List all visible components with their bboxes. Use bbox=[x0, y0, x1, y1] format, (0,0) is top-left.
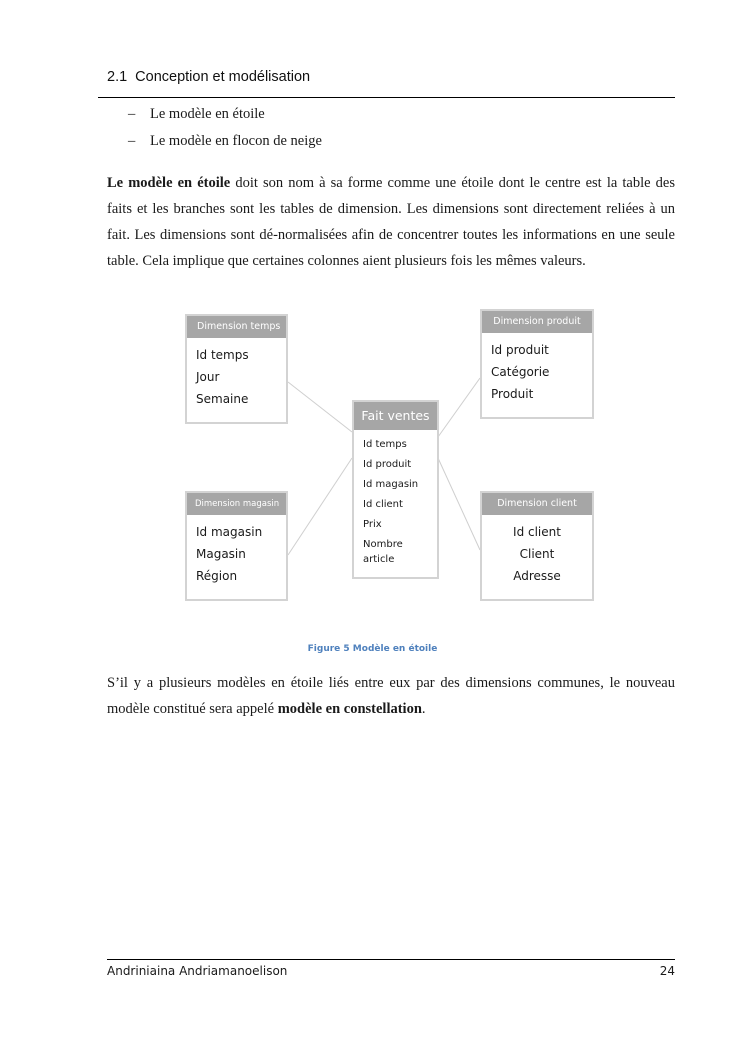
table-field: Catégorie bbox=[491, 365, 550, 379]
table-dimension-magasin bbox=[185, 491, 288, 601]
paragraph-text: doit son nom à sa forme comme une étoile dont le centre est la table des faits et les branches sont les tables de dimension. Les dimensions sont directement reliées à un fait. Les dimensions sont dé-normalisées afin de concentrer toutes les informations en une seule table. Cela implique que certaines colonnes aient plusieurs fois les mêmes valeurs. bbox=[107, 175, 675, 269]
table-header: Dimension client bbox=[482, 493, 592, 515]
list-dash: – bbox=[128, 133, 136, 149]
table-field: Id client bbox=[363, 499, 403, 510]
list-item bbox=[128, 104, 322, 131]
connector-produit bbox=[438, 378, 480, 437]
table-dimension-temps bbox=[185, 314, 288, 424]
table-field: Id produit bbox=[363, 459, 412, 470]
table-field: Id produit bbox=[491, 343, 549, 357]
table-field: Jour bbox=[196, 370, 220, 384]
table-field: Région bbox=[196, 569, 238, 583]
table-field: Prix bbox=[363, 519, 382, 530]
table-field: Id client bbox=[513, 525, 561, 539]
table-header: Dimension magasin bbox=[187, 493, 286, 515]
table-field: Semaine bbox=[196, 392, 249, 406]
connector-temps bbox=[288, 382, 352, 432]
section-heading bbox=[107, 69, 310, 85]
table-field: Produit bbox=[491, 387, 534, 401]
figure-caption: Figure 5 Modèle en étoile bbox=[307, 644, 438, 654]
list-item-text: Le modèle en flocon de neige bbox=[150, 133, 322, 149]
table-header: Dimension temps bbox=[187, 316, 286, 338]
model-list bbox=[128, 104, 322, 158]
page-number: 24 bbox=[659, 964, 675, 978]
table-header: Fait ventes bbox=[354, 402, 437, 430]
table-fait-ventes bbox=[352, 400, 439, 579]
list-dash: – bbox=[128, 106, 136, 122]
header-rule bbox=[98, 97, 675, 98]
list-item bbox=[128, 131, 322, 158]
section-number: 2.1 bbox=[107, 69, 128, 85]
section-title: Conception et modélisation bbox=[135, 69, 311, 85]
bold-term: modèle en constellation bbox=[277, 701, 422, 717]
connector-client bbox=[438, 458, 480, 550]
table-field: Id temps bbox=[363, 439, 407, 450]
star-model-paragraph bbox=[107, 170, 675, 274]
table-field: Id magasin bbox=[363, 479, 419, 490]
constellation-paragraph bbox=[107, 670, 675, 722]
table-field: Id magasin bbox=[196, 525, 263, 539]
table-field: Magasin bbox=[196, 547, 246, 561]
list-item-text: Le modèle en étoile bbox=[150, 106, 265, 122]
table-dimension-produit bbox=[480, 309, 594, 419]
table-field: Client bbox=[519, 547, 555, 561]
table-field: Id temps bbox=[196, 348, 249, 362]
paragraph-text: S’il y a plusieurs modèles en étoile liés entre eux par des dimensions communes, le nouveau modèle constitué sera appelé bbox=[107, 675, 675, 717]
table-dimension-client bbox=[480, 491, 594, 601]
table-field: Nombre article bbox=[363, 539, 403, 565]
footer-author: Andriniaina Andriamanoelison bbox=[107, 964, 288, 978]
paragraph-text-end: . bbox=[421, 701, 426, 717]
footer-rule bbox=[107, 959, 675, 960]
table-header: Dimension produit bbox=[482, 311, 592, 333]
table-field: Adresse bbox=[513, 569, 561, 583]
bold-term: Le modèle en étoile bbox=[107, 175, 231, 191]
connector-magasin bbox=[288, 458, 352, 555]
